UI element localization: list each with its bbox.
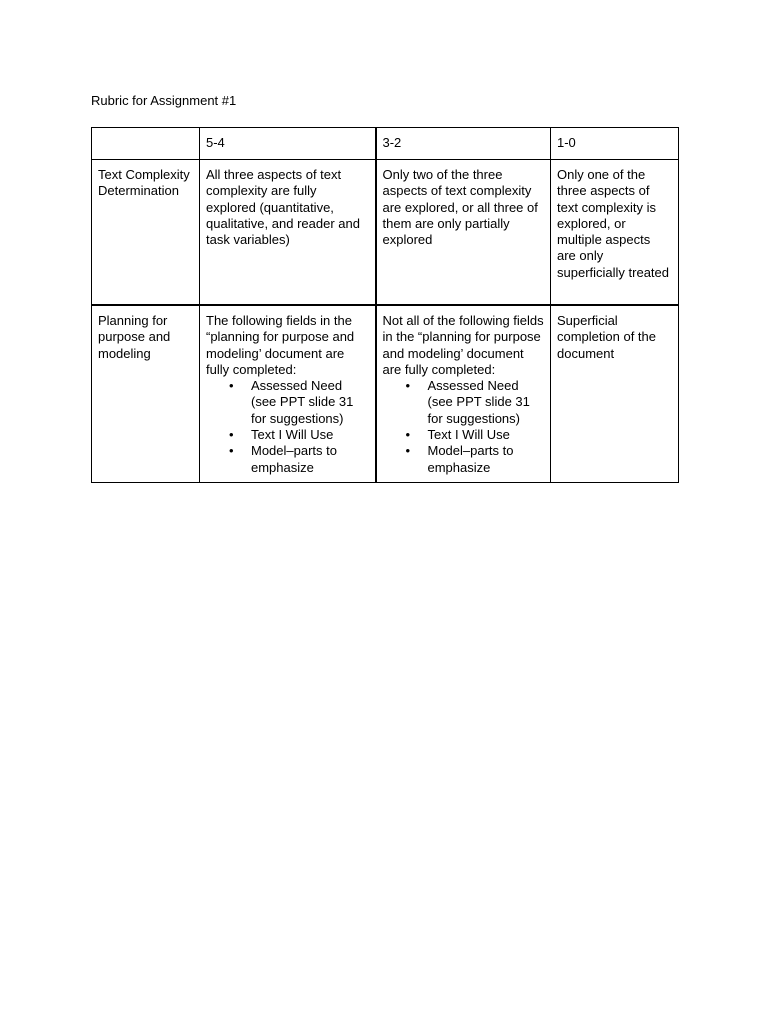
list-item: • Model–parts to emphasize	[251, 443, 369, 476]
header-cell-3-2: 3-2	[376, 128, 551, 160]
list-item: • Text I Will Use	[428, 427, 545, 443]
list-item: • Text I Will Use	[251, 427, 369, 443]
header-cell-5-4: 5-4	[200, 128, 376, 160]
table-header-row	[92, 128, 679, 160]
document-title: Rubric for Assignment #1	[91, 93, 237, 108]
score-cell-3-2: Only two of the three aspects of text complexity are explored, or all three of them are only partially explored	[376, 160, 551, 306]
list-item: • Model–parts to emphasize	[428, 443, 545, 476]
cell-intro-text: Not all of the following fields in the “planning for purpose and modeling’ document are fully completed:	[382, 313, 544, 377]
field-list	[206, 378, 369, 476]
header-cell-1-0: 1-0	[551, 128, 679, 160]
score-cell-5-4	[200, 305, 376, 482]
header-cell-criterion	[92, 128, 200, 160]
score-cell-3-2	[376, 305, 551, 482]
cell-intro-text: The following fields in the “planning for purpose and modeling’ document are fully completed:	[206, 313, 355, 377]
field-list	[383, 378, 545, 476]
list-item: • Assessed Need (see PPT slide 31 for suggestions)	[428, 378, 545, 427]
list-item: • Assessed Need (see PPT slide 31 for suggestions)	[251, 378, 369, 427]
score-cell-1-0: Only one of the three aspects of text complexity is explored, or multiple aspects are only superficially treated	[551, 160, 679, 306]
table-row-text-complexity	[92, 160, 679, 306]
table-row-planning	[92, 305, 679, 482]
rubric-table	[91, 127, 679, 483]
criterion-cell: Planning for purpose and modeling	[92, 305, 200, 482]
score-cell-1-0: Superficial completion of the document	[551, 305, 679, 482]
score-cell-5-4: All three aspects of text complexity are fully explored (quantitative, qualitative, and reader and task variables)	[200, 160, 376, 306]
criterion-cell: Text Complexity Determination	[92, 160, 200, 306]
